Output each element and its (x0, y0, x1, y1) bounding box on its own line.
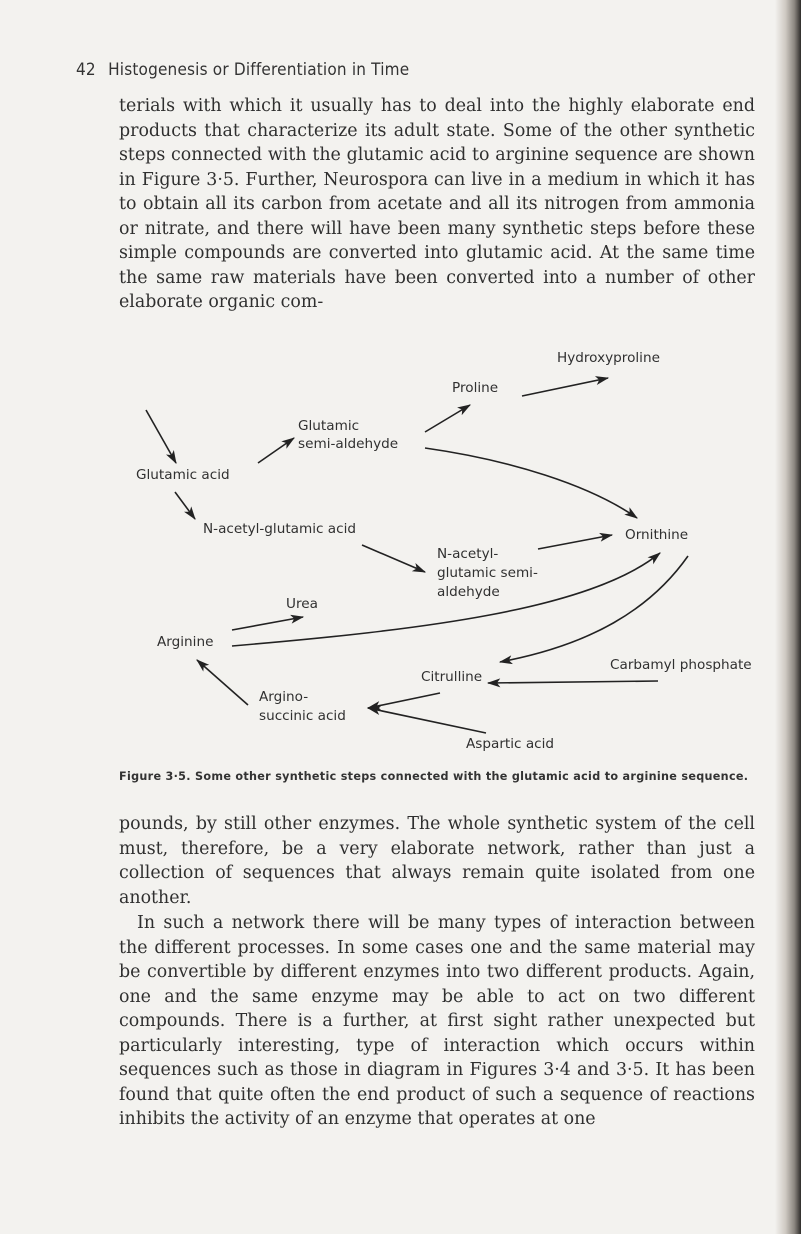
label-succinic-acid: succinic acid (259, 708, 346, 724)
label-glutamic-acid: Glutamic acid (136, 467, 230, 483)
arrow-n-acetyl-to-n-acetyl-semialdehyde (362, 545, 425, 572)
pathway-diagram (0, 340, 801, 760)
label-n-acetyl-1: N-acetyl- (437, 546, 499, 562)
arrow-citrulline-to-argininosuccinic (368, 693, 440, 708)
paragraph-3: In such a network there will be many types of interaction between the different processes. In some cases one and the same material may be convertible by different enzymes into two different products. Again, one and the same enzyme may be able to act on two different compounds. There is a further, at first sight rather unexpected but particularly interesting, type of interaction which occurs within sequences such as those in diagram in Figures 3·4 and 3·5. It has been found that quite often the end product of such a sequence of reactions inhibits the activity of an enzyme that operates at one (119, 913, 755, 1129)
label-n-acetyl-2: glutamic semi- (437, 565, 538, 581)
arrow-carbamyl-to-citrulline (488, 681, 658, 683)
label-argino: Argino- (259, 689, 309, 705)
arrow-proline-to-hydroxyproline (522, 378, 608, 396)
arrow-aspartic-to-argininosuccinic (368, 708, 486, 733)
label-hydroxyproline: Hydroxyproline (557, 350, 660, 366)
label-urea: Urea (286, 596, 318, 612)
page-number: 42 (76, 60, 96, 80)
label-n-acetyl-3: aldehyde (437, 584, 500, 600)
arrow-glutamic-acid-to-n-acetyl (175, 492, 195, 519)
paragraph-1: terials with which it usually has to deal into the highly elaborate end products that characterize its adult state. Some of the other synthetic steps connected with the glutamic acid to arginine sequence are shown in Figure 3·5. Further, Neurospora can live in a medium in which it has to obtain all its carbon from acetate and all its nitrogen from ammonia or nitrate, and there will have been many synthetic steps before these simple compounds are converted into glutamic acid. At the same time the same raw materials have been converted into a number of other elaborate organic com- (119, 96, 755, 312)
arrow-semialdehyde-to-ornithine (425, 448, 637, 518)
label-proline: Proline (452, 380, 499, 396)
label-arginine: Arginine (157, 634, 214, 650)
arrow-semialdehyde-to-proline (425, 405, 470, 432)
arrow-citrulline-to-arginine (197, 660, 248, 705)
label-aspartic-acid: Aspartic acid (466, 736, 555, 752)
arrow-n-acetyl-semialdehyde-to-ornithine (538, 535, 612, 549)
arrow-into-glutamic-acid (146, 410, 176, 463)
paragraph-2: pounds, by still other enzymes. The whole synthetic system of the cell must, therefore, be a very elaborate network, rather than just a collection of sequences that always remain quite isolated from one another. (119, 814, 755, 908)
figure-caption: Figure 3·5. Some other synthetic steps connected with the glutamic acid to arginine sequence. (119, 770, 749, 783)
arrow-glutamic-acid-to-semialdehyde (258, 438, 294, 463)
label-carbamyl-phosphate: Carbamyl phosphate (610, 657, 752, 673)
label-citrulline: Citrulline (421, 669, 483, 685)
arrow-arginine-to-urea (232, 617, 303, 630)
label-glutamic: Glutamic (298, 418, 360, 434)
label-semialdehyde: semi-aldehyde (298, 436, 399, 452)
running-header (76, 60, 409, 80)
label-n-acetyl-glutamic-acid: N-acetyl-glutamic acid (203, 521, 357, 537)
running-title: Histogenesis or Differentiation in Time (108, 60, 410, 80)
label-ornithine: Ornithine (625, 527, 689, 543)
